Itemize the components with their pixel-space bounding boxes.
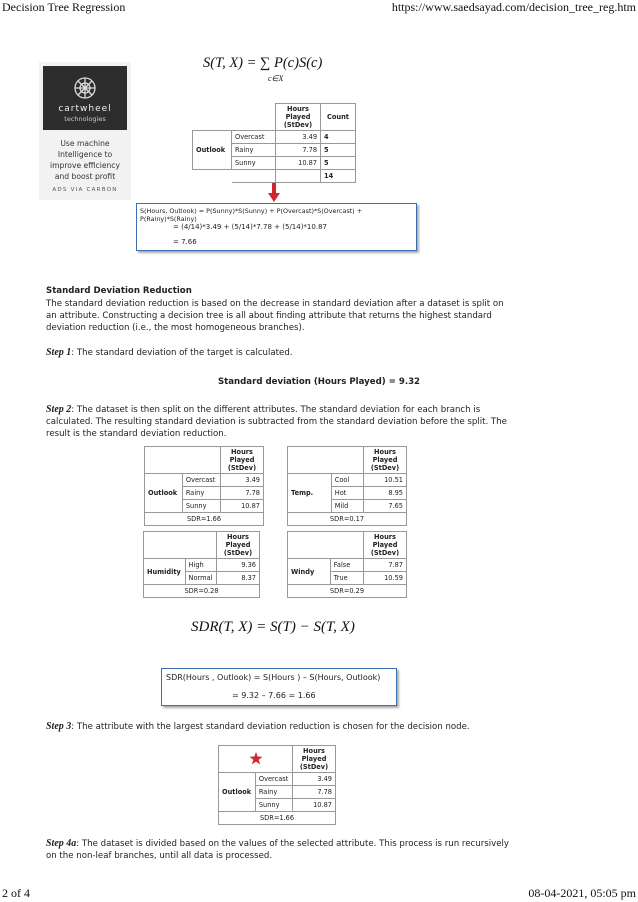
ad-brand-sub: technologies	[64, 115, 106, 123]
row-value: 3.49	[276, 131, 321, 144]
sdr-value: SDR=1.66	[219, 812, 336, 825]
row-value: 10.87	[221, 500, 264, 513]
star-cell	[219, 746, 293, 773]
header-hours-played: Hours Played (StDev)	[364, 447, 407, 474]
std-dev-result: Standard deviation (Hours Played) = 9.32	[217, 377, 421, 387]
sdr-value: SDR=1.66	[145, 513, 264, 526]
row-value: 10.87	[293, 799, 336, 812]
step-2	[46, 404, 516, 440]
row-label: False	[330, 559, 363, 572]
row-value: 7.78	[276, 144, 321, 157]
calc-box-sdr	[161, 668, 397, 706]
header-hours-played: Hours Played (StDev)	[276, 104, 321, 131]
attribute-label: Windy	[288, 559, 331, 585]
step-label: Step 2	[46, 404, 72, 415]
calc-line-3: = 7.66	[173, 238, 197, 246]
outlook-count-table	[192, 103, 356, 183]
row-value: 10.51	[364, 474, 407, 487]
row-value: 8.37	[217, 572, 260, 585]
row-value: 7.87	[364, 559, 407, 572]
formula-sdr: SDR(T, X) = S(T) − S(T, X)	[191, 619, 355, 635]
row-label: True	[330, 572, 363, 585]
calc-line-1: SDR(Hours , Outlook) = S(Hours ) – S(Hours, Outlook)	[166, 673, 381, 682]
table-row	[193, 131, 356, 144]
ad-text[interactable]: Use machine Intelligence to improve efficiency and boost profit	[50, 139, 120, 181]
step-text: : The dataset is then split on the different attributes. The standard deviation for each branch is calculated. The resulting standard deviation is subtracted from the standard deviation before the split. The result is the standard deviation reduction.	[46, 405, 507, 439]
attribute-label: Temp.	[288, 474, 332, 513]
row-value: 7.78	[221, 487, 264, 500]
row-value: 3.49	[293, 773, 336, 786]
header-hours-played: Hours Played (StDev)	[217, 532, 260, 559]
table-row	[288, 559, 407, 572]
step-label: Step 1	[46, 347, 72, 358]
carbon-ad[interactable]	[39, 62, 131, 200]
calc-box-outlook-std	[136, 203, 417, 251]
row-count: 5	[321, 157, 356, 170]
row-label: Mild	[331, 500, 363, 513]
header-count: Count	[321, 104, 356, 131]
row-value: 7.65	[364, 500, 407, 513]
step-label: Step 3	[46, 721, 72, 732]
page-number: 2 of 4	[2, 886, 30, 900]
row-label: Sunny	[182, 500, 220, 513]
row-label: High	[185, 559, 216, 572]
header-hours-played: Hours Played (StDev)	[293, 746, 336, 773]
attribute-label: Humidity	[144, 559, 186, 585]
attribute-label: Outlook	[193, 131, 232, 170]
sdr-value: SDR=0.17	[288, 513, 407, 526]
step-1	[46, 347, 526, 359]
down-arrow-icon	[267, 183, 281, 203]
calc-line-2: = (4/14)*3.49 + (5/14)*7.78 + (5/14)*10.87	[173, 223, 327, 231]
row-count: 5	[321, 144, 356, 157]
step-text: : The standard deviation of the target is calculated.	[71, 348, 293, 358]
row-label: Cool	[331, 474, 363, 487]
row-count: 4	[321, 131, 356, 144]
row-label: Overcast	[255, 773, 292, 786]
row-value: 7.78	[293, 786, 336, 799]
table-row	[144, 559, 260, 572]
print-timestamp: 08-04-2021, 05:05 pm	[528, 886, 636, 900]
row-label: Rainy	[232, 144, 276, 157]
row-label: Overcast	[232, 131, 276, 144]
ad-logo-image[interactable]	[43, 66, 127, 130]
decision-node-table	[218, 745, 336, 825]
formula-weighted-std: S(T, X) = ∑ P(c)S(c)	[203, 55, 323, 71]
row-label: Rainy	[182, 487, 220, 500]
split-table-windy	[287, 531, 407, 598]
row-value: 3.49	[221, 474, 264, 487]
row-label: Normal	[185, 572, 216, 585]
step-4a	[46, 838, 516, 862]
section-title: Standard Deviation Reduction	[46, 286, 192, 296]
split-table-temp	[287, 446, 407, 526]
step-text: : The dataset is divided based on the values of the selected attribute. This process is run recursively on the non-leaf branches, until all data is processed.	[46, 839, 509, 861]
row-value: 9.36	[217, 559, 260, 572]
split-table-outlook	[144, 446, 264, 526]
page-header-title: Decision Tree Regression	[2, 0, 126, 14]
page-header-url[interactable]: https://www.saedsayad.com/decision_tree_reg.htm	[391, 0, 636, 14]
ad-via-carbon[interactable]: ADS VIA CARBON	[52, 187, 118, 193]
row-label: Sunny	[255, 799, 292, 812]
sdr-value: SDR=0.29	[288, 585, 407, 598]
row-label: Hot	[331, 487, 363, 500]
row-value: 8.95	[364, 487, 407, 500]
header-hours-played: Hours Played (StDev)	[364, 532, 407, 559]
star-icon	[249, 752, 263, 765]
row-value: 10.59	[364, 572, 407, 585]
row-label: Rainy	[255, 786, 292, 799]
formula-weighted-std-subscript: c∈X	[268, 74, 284, 83]
row-label: Sunny	[232, 157, 276, 170]
calc-line-2: = 9.32 – 7.66 = 1.66	[232, 691, 316, 700]
attribute-label: Outlook	[145, 474, 183, 513]
sdr-value: SDR=0.28	[144, 585, 260, 598]
table-row	[219, 773, 336, 786]
ad-brand: cartwheel	[58, 104, 112, 114]
step-3	[46, 721, 526, 733]
row-label: Overcast	[182, 474, 220, 487]
row-value: 10.87	[276, 157, 321, 170]
total-count: 14	[321, 170, 356, 183]
split-table-humidity	[143, 531, 260, 598]
step-label: Step 4a	[46, 838, 77, 849]
table-row	[145, 474, 264, 487]
section-body: The standard deviation reduction is based on the decrease in standard deviation after a dataset is split on an attribute. Constructing a decision tree is all about finding attribute that returns the highest standard deviation reduction (i.e., the most homogeneous branches).	[46, 299, 504, 333]
step-text: : The attribute with the largest standard deviation reduction is chosen for the decision node.	[71, 722, 470, 732]
table-row	[288, 474, 407, 487]
header-hours-played: Hours Played (StDev)	[221, 447, 264, 474]
attribute-label: Outlook	[219, 773, 256, 812]
calc-line-1: S(Hours, Outlook) = P(Sunny)*S(Sunny) + P(Overcast)*S(Overcast) + P(Rainy)*S(Rainy)	[140, 207, 363, 223]
